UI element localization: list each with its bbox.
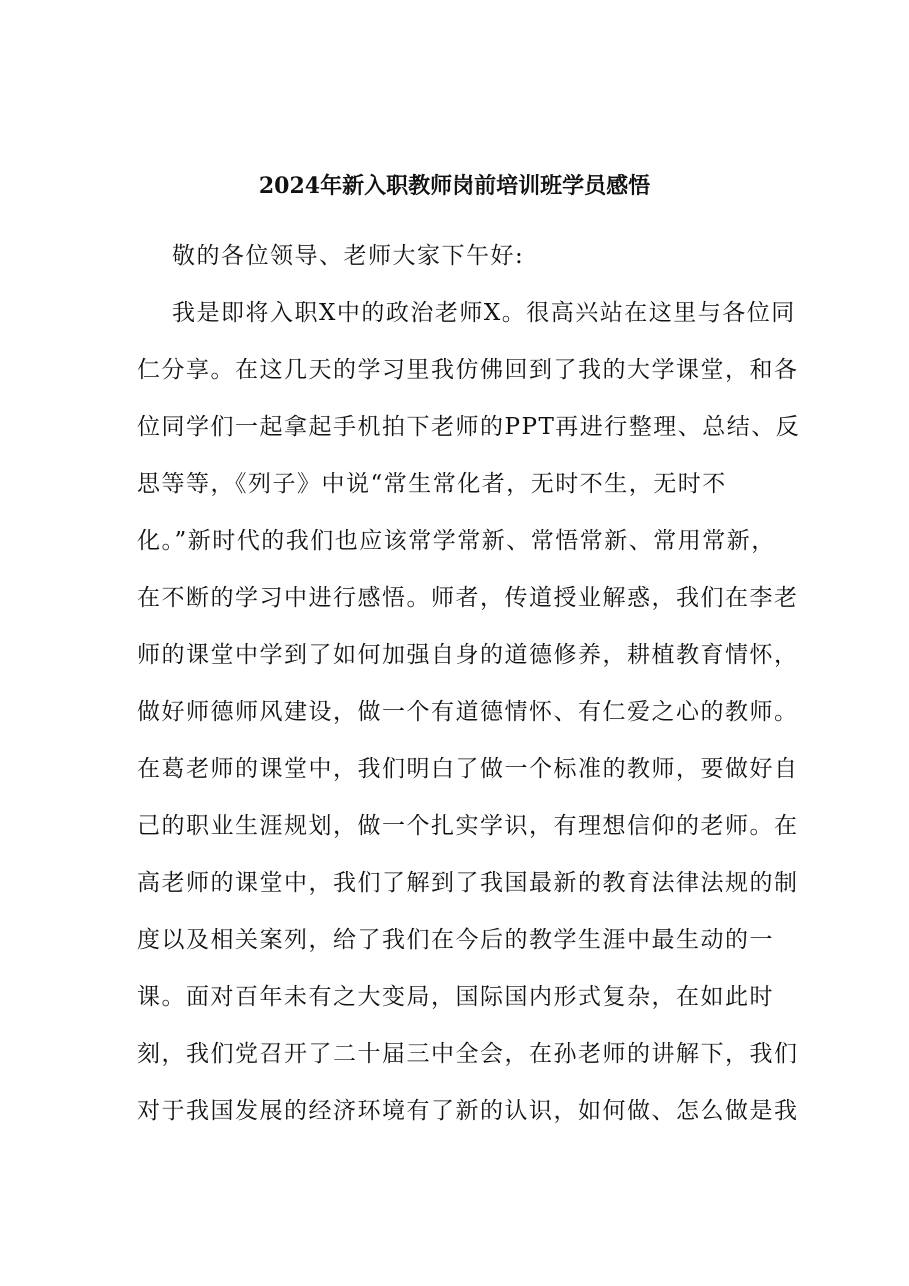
paragraph-line: 刻，我们党召开了二十届三中全会，在孙老师的讲解下，我们 bbox=[137, 1041, 799, 1067]
paragraph-line: 高老师的课堂中，我们了解到了我国最新的教育法律法规的制 bbox=[137, 870, 799, 896]
paragraph-line: 己的职业生涯规划，做一个扎实学识，有理想信仰的老师。在 bbox=[137, 813, 799, 839]
paragraph-line: 在不断的学习中进行感悟。师者，传道授业解惑，我们在李老 bbox=[137, 585, 799, 611]
paragraph-line: 课。面对百年未有之大变局，国际国内形式复杂，在如此时 bbox=[137, 984, 774, 1010]
paragraph-line: 敬的各位领导、老师大家下午好: bbox=[172, 243, 525, 269]
paragraph-line: 度以及相关案列，给了我们在今后的教学生涯中最生动的一 bbox=[137, 927, 774, 953]
paragraph-line: 师的课堂中学到了如何加强自身的道德修养，耕植教育情怀， bbox=[137, 642, 799, 668]
paragraph-line: 做好师德师风建设，做一个有道德情怀、有仁爱之心的教师。 bbox=[137, 699, 799, 725]
paragraph-line: 对于我国发展的经济环境有了新的认识，如何做、怎么做是我 bbox=[137, 1098, 799, 1124]
document-title: 2024年新入职教师岗前培训班学员感悟 bbox=[258, 173, 651, 199]
paragraph-line: 我是即将入职X中的政治老师X。很高兴站在这里与各位同 bbox=[172, 300, 796, 326]
paragraph-line: 在葛老师的课堂中，我们明白了做一个标准的教师，要做好自 bbox=[137, 756, 799, 782]
paragraph-line: 思等等，《列子》中说“常生常化者，无时不生，无时不 bbox=[137, 471, 727, 497]
paragraph-line: 化。”新时代的我们也应该常学常新、常悟常新、常用常新， bbox=[137, 528, 776, 554]
paragraph-line: 位同学们一起拿起手机拍下老师的PPT再进行整理、总结、反 bbox=[137, 414, 801, 440]
paragraph-line: 仁分享。在这几天的学习里我仿佛回到了我的大学课堂，和各 bbox=[137, 357, 799, 383]
